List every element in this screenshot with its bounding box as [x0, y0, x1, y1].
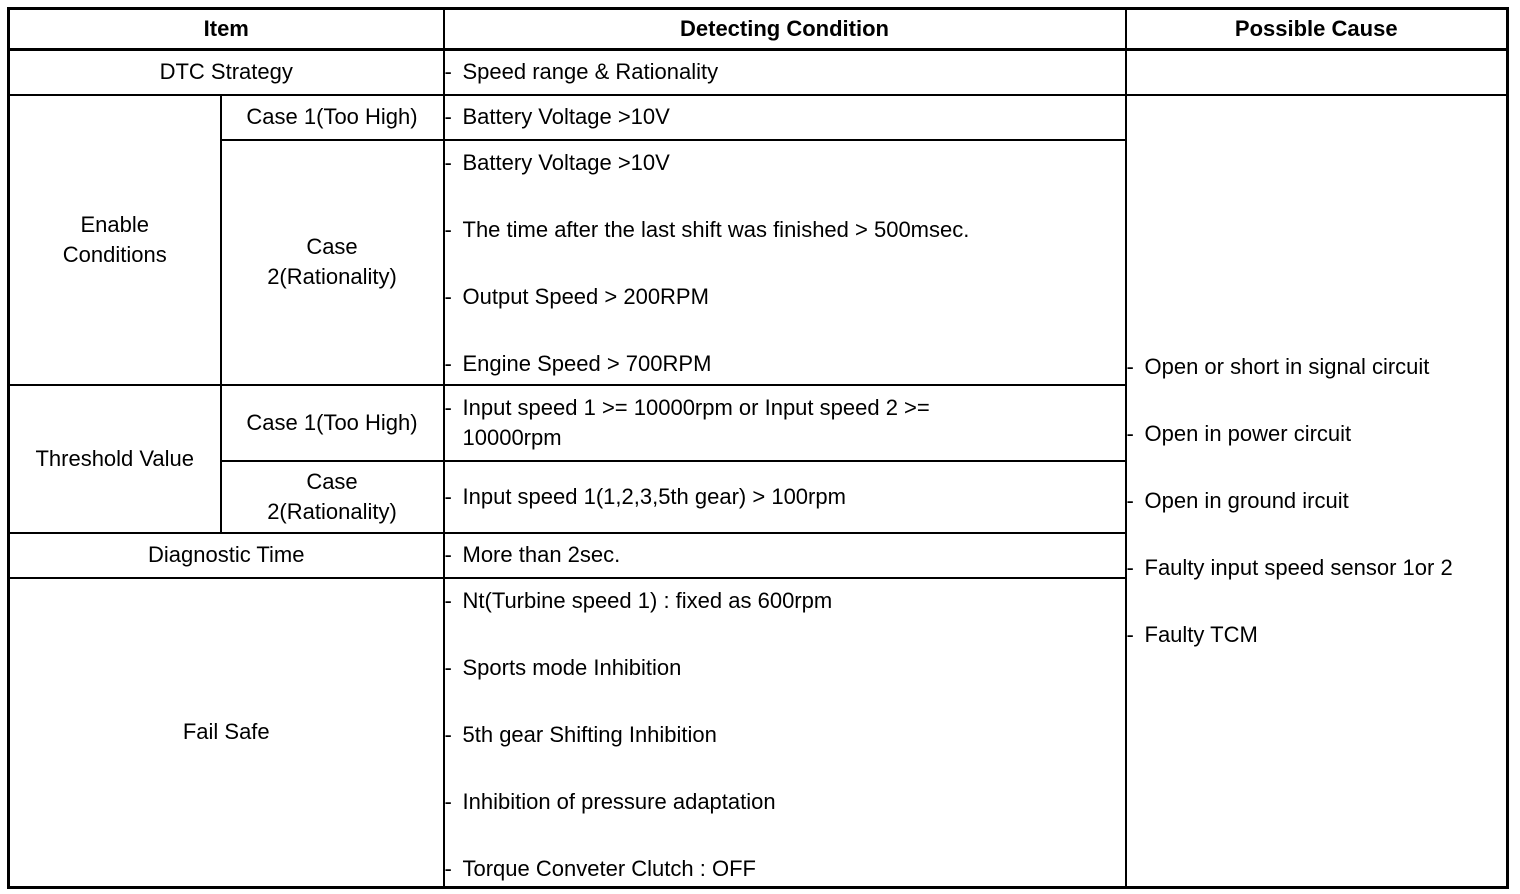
enable-case1-label: Case 1(Too High) [221, 95, 444, 140]
threshold-case2-conditions [444, 461, 1126, 533]
condition-item: - Nt(Turbine speed 1) : fixed as 600rpm [444, 587, 833, 613]
condition-item: - Battery Voltage >10V [444, 149, 670, 175]
cause-item: - Open in ground ircuit [1126, 487, 1349, 513]
threshold-value-label: Threshold Value [9, 385, 221, 533]
condition-item: - The time after the last shift was finished > 500msec. [444, 216, 970, 242]
cause-item: - Faulty TCM [1126, 621, 1258, 647]
cause-item: - Faulty input speed sensor 1or 2 [1126, 554, 1453, 580]
possible-causes-list [1127, 352, 1507, 650]
threshold-case1-conditions [444, 385, 1126, 461]
enable-case2-label: Case 2(Rationality) [221, 140, 444, 385]
enable-conditions-label: Enable Conditions [9, 95, 221, 385]
condition-item: - Torque Conveter Clutch : OFF [444, 855, 756, 881]
enable-case2-conditions [444, 140, 1126, 385]
condition-item: - Battery Voltage >10V [444, 104, 670, 129]
dtc-strategy-label: DTC Strategy [9, 50, 444, 95]
header-item: Item [9, 9, 444, 50]
condition-item: - Inhibition of pressure adaptation [444, 788, 776, 814]
diagnostic-time-label: Diagnostic Time [9, 533, 444, 578]
possible-causes-cell [1126, 95, 1508, 888]
condition-item: - 5th gear Shifting Inhibition [444, 721, 717, 747]
header-detecting-condition: Detecting Condition [444, 9, 1126, 50]
table-row [9, 95, 1508, 140]
dtc-strategy-conditions [444, 50, 1126, 95]
condition-item: - Input speed 1(1,2,3,5th gear) > 100rpm [444, 483, 846, 509]
condition-item: - Sports mode Inhibition [444, 654, 682, 680]
cause-item: - Open or short in signal circuit [1126, 353, 1430, 379]
enable-case1-conditions [444, 95, 1126, 140]
condition-item: - Speed range & Rationality [445, 57, 1125, 87]
dtc-table [7, 7, 1509, 889]
condition-item: - More than 2sec. [444, 542, 621, 567]
condition-item: - Engine Speed > 700RPM [444, 350, 712, 376]
threshold-case1-label: Case 1(Too High) [221, 385, 444, 461]
bullet-dash: - [444, 59, 452, 85]
header-possible-cause: Possible Cause [1126, 9, 1508, 50]
diagnostic-time-conditions [444, 533, 1126, 578]
fail-safe-conditions [444, 578, 1126, 888]
fail-safe-label: Fail Safe [9, 578, 444, 888]
threshold-case2-label: Case 2(Rationality) [221, 461, 444, 533]
condition-item: - Output Speed > 200RPM [444, 283, 709, 309]
table-row [9, 50, 1508, 95]
dtc-strategy-cause [1126, 50, 1508, 95]
cause-item: - Open in power circuit [1126, 420, 1352, 446]
condition-item: - Input speed 1 >= 10000rpm or Input speed 2 >= 10000rpm [444, 394, 930, 450]
header-row [9, 9, 1508, 50]
